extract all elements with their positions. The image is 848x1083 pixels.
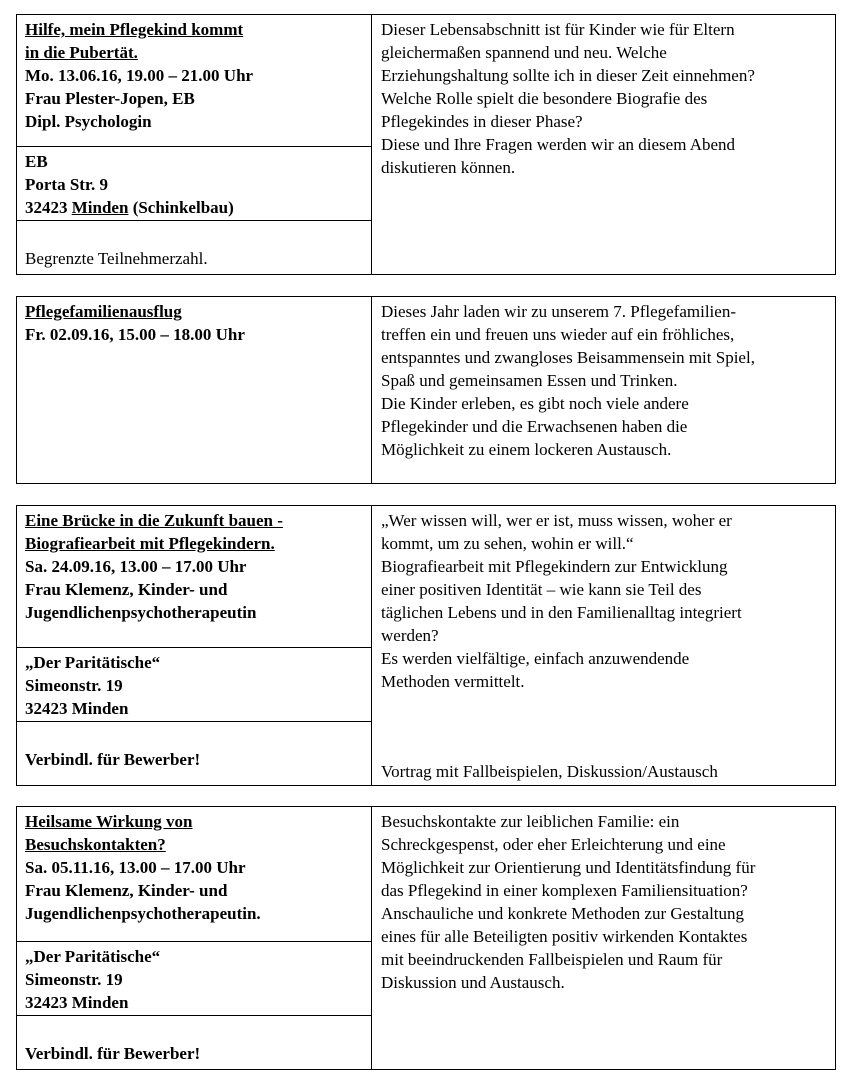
- location-street: Simeonstr. 19: [25, 676, 123, 695]
- location-name: EB: [25, 152, 48, 171]
- description-line: Besuchskontakte zur leiblichen Familie: ein: [381, 812, 680, 831]
- event-speaker: Frau Klemenz, Kinder- und: [25, 881, 228, 900]
- description-line: gleichermaßen spannend und neu. Welche: [381, 43, 667, 62]
- event-note-cell: [17, 1016, 371, 1069]
- description-line: Möglichkeit zu einem lockeren Austausch.: [381, 440, 672, 459]
- event-block-besuchskontakte: [16, 806, 836, 1070]
- event-speaker-role: Jugendlichenpsychotherapeutin: [25, 603, 257, 622]
- location-street: Porta Str. 9: [25, 175, 108, 194]
- event-date: Sa. 24.09.16, 13.00 – 17.00 Uhr: [25, 557, 247, 576]
- description-line: Möglichkeit zur Orientierung und Identitätsfindung für: [381, 858, 756, 877]
- event-title-line: Biografiearbeit mit Pflegekindern.: [25, 534, 275, 553]
- event-title-line: Heilsame Wirkung von: [25, 812, 193, 831]
- description-footer: Vortrag mit Fallbeispielen, Diskussion/Austausch: [381, 762, 718, 781]
- event-description: [372, 297, 835, 483]
- event-description: [372, 15, 835, 274]
- event-header-cell: [17, 297, 371, 483]
- description-line: Erziehungshaltung sollte ich in dieser Zeit einnehmen?: [381, 66, 755, 85]
- event-description: [372, 506, 835, 785]
- event-title-line: Pflegefamilienausflug: [25, 302, 182, 321]
- location-street: Simeonstr. 19: [25, 970, 123, 989]
- description-line: Diese und Ihre Fragen werden wir an diesem Abend: [381, 135, 736, 154]
- description-line: „Wer wissen will, wer er ist, muss wissen, woher er: [381, 511, 732, 530]
- event-info-column: [17, 506, 372, 785]
- event-speaker-role: Dipl. Psychologin: [25, 112, 152, 131]
- event-speaker: Frau Klemenz, Kinder- und: [25, 580, 228, 599]
- event-info-column: [17, 15, 372, 274]
- description-line: kommt, um zu sehen, wohin er will.“: [381, 534, 634, 553]
- event-date: Mo. 13.06.16, 19.00 – 21.00 Uhr: [25, 66, 254, 85]
- description-line: Pflegekindes in dieser Phase?: [381, 112, 583, 131]
- event-info-column: [17, 807, 372, 1069]
- event-location-cell: [17, 942, 371, 1016]
- event-block-biografiearbeit: [16, 505, 836, 786]
- event-note: Verbindl. für Bewerber!: [25, 1044, 201, 1063]
- description-line: diskutieren können.: [381, 158, 516, 177]
- location-city-line: 32423 Minden: [25, 699, 129, 718]
- location-zip: 32423: [25, 198, 68, 217]
- description-line: täglichen Lebens und in den Familienalltag integriert: [381, 603, 742, 622]
- event-location-cell: [17, 147, 371, 221]
- event-info-column: [17, 297, 372, 483]
- event-note-cell: [17, 221, 371, 274]
- location-name: „Der Paritätische“: [25, 947, 161, 966]
- location-suffix: (Schinkelbau): [132, 198, 234, 217]
- description-line: Biografiearbeit mit Pflegekindern zur Entwicklung: [381, 557, 728, 576]
- description-line: Dieser Lebensabschnitt ist für Kinder wie für Eltern: [381, 20, 735, 39]
- description-line: mit beeindruckenden Fallbeispielen und Raum für: [381, 950, 723, 969]
- description-line: Diskussion und Austausch.: [381, 973, 565, 992]
- event-title-line: in die Pubertät.: [25, 43, 138, 62]
- event-header-cell: [17, 15, 371, 147]
- event-note-cell: [17, 722, 371, 785]
- description-line: entspanntes und zwangloses Beisammensein mit Spiel,: [381, 348, 755, 367]
- description-line: das Pflegekind in einer komplexen Familiensituation?: [381, 881, 748, 900]
- event-description: [372, 807, 835, 1069]
- description-line: werden?: [381, 626, 439, 645]
- description-line: Pflegekinder und die Erwachsenen haben die: [381, 417, 688, 436]
- location-name: „Der Paritätische“: [25, 653, 161, 672]
- location-city: Minden: [71, 198, 129, 217]
- description-line: Es werden vielfältige, einfach anzuwendende: [381, 649, 690, 668]
- description-line: Die Kinder erleben, es gibt noch viele andere: [381, 394, 689, 413]
- description-line: eines für alle Beteiligten positiv wirkenden Kontaktes: [381, 927, 748, 946]
- event-title-line: Besuchskontakten?: [25, 835, 166, 854]
- event-title-line: Hilfe, mein Pflegekind kommt: [25, 20, 244, 39]
- description-line: Schreckgespenst, oder eher Erleichterung und eine: [381, 835, 726, 854]
- event-header-cell: [17, 807, 371, 942]
- description-line: Welche Rolle spielt die besondere Biografie des: [381, 89, 708, 108]
- event-header-cell: [17, 506, 371, 648]
- description-line: Anschauliche und konkrete Methoden zur Gestaltung: [381, 904, 745, 923]
- event-speaker-role: Jugendlichenpsychotherapeutin.: [25, 904, 261, 923]
- location-city-line: 32423 Minden: [25, 993, 129, 1012]
- description-line: treffen ein und freuen uns wieder auf ein fröhliches,: [381, 325, 735, 344]
- event-title-line: Eine Brücke in die Zukunft bauen -: [25, 511, 283, 530]
- event-note: Begrenzte Teilnehmerzahl.: [25, 249, 208, 268]
- description-line: einer positiven Identität – wie kann sie Teil des: [381, 580, 702, 599]
- event-note: Verbindl. für Bewerber!: [25, 750, 201, 769]
- description-line: Methoden vermittelt.: [381, 672, 525, 691]
- event-date: Fr. 02.09.16, 15.00 – 18.00 Uhr: [25, 325, 245, 344]
- description-line: Dieses Jahr laden wir zu unserem 7. Pflegefamilien-: [381, 302, 736, 321]
- event-block-ausflug: [16, 296, 836, 484]
- event-block-pubertaet: [16, 14, 836, 275]
- event-speaker: Frau Plester-Jopen, EB: [25, 89, 195, 108]
- location-city-line: [25, 196, 363, 219]
- description-line: Spaß und gemeinsamen Essen und Trinken.: [381, 371, 678, 390]
- event-date: Sa. 05.11.16, 13.00 – 17.00 Uhr: [25, 858, 246, 877]
- event-location-cell: [17, 648, 371, 722]
